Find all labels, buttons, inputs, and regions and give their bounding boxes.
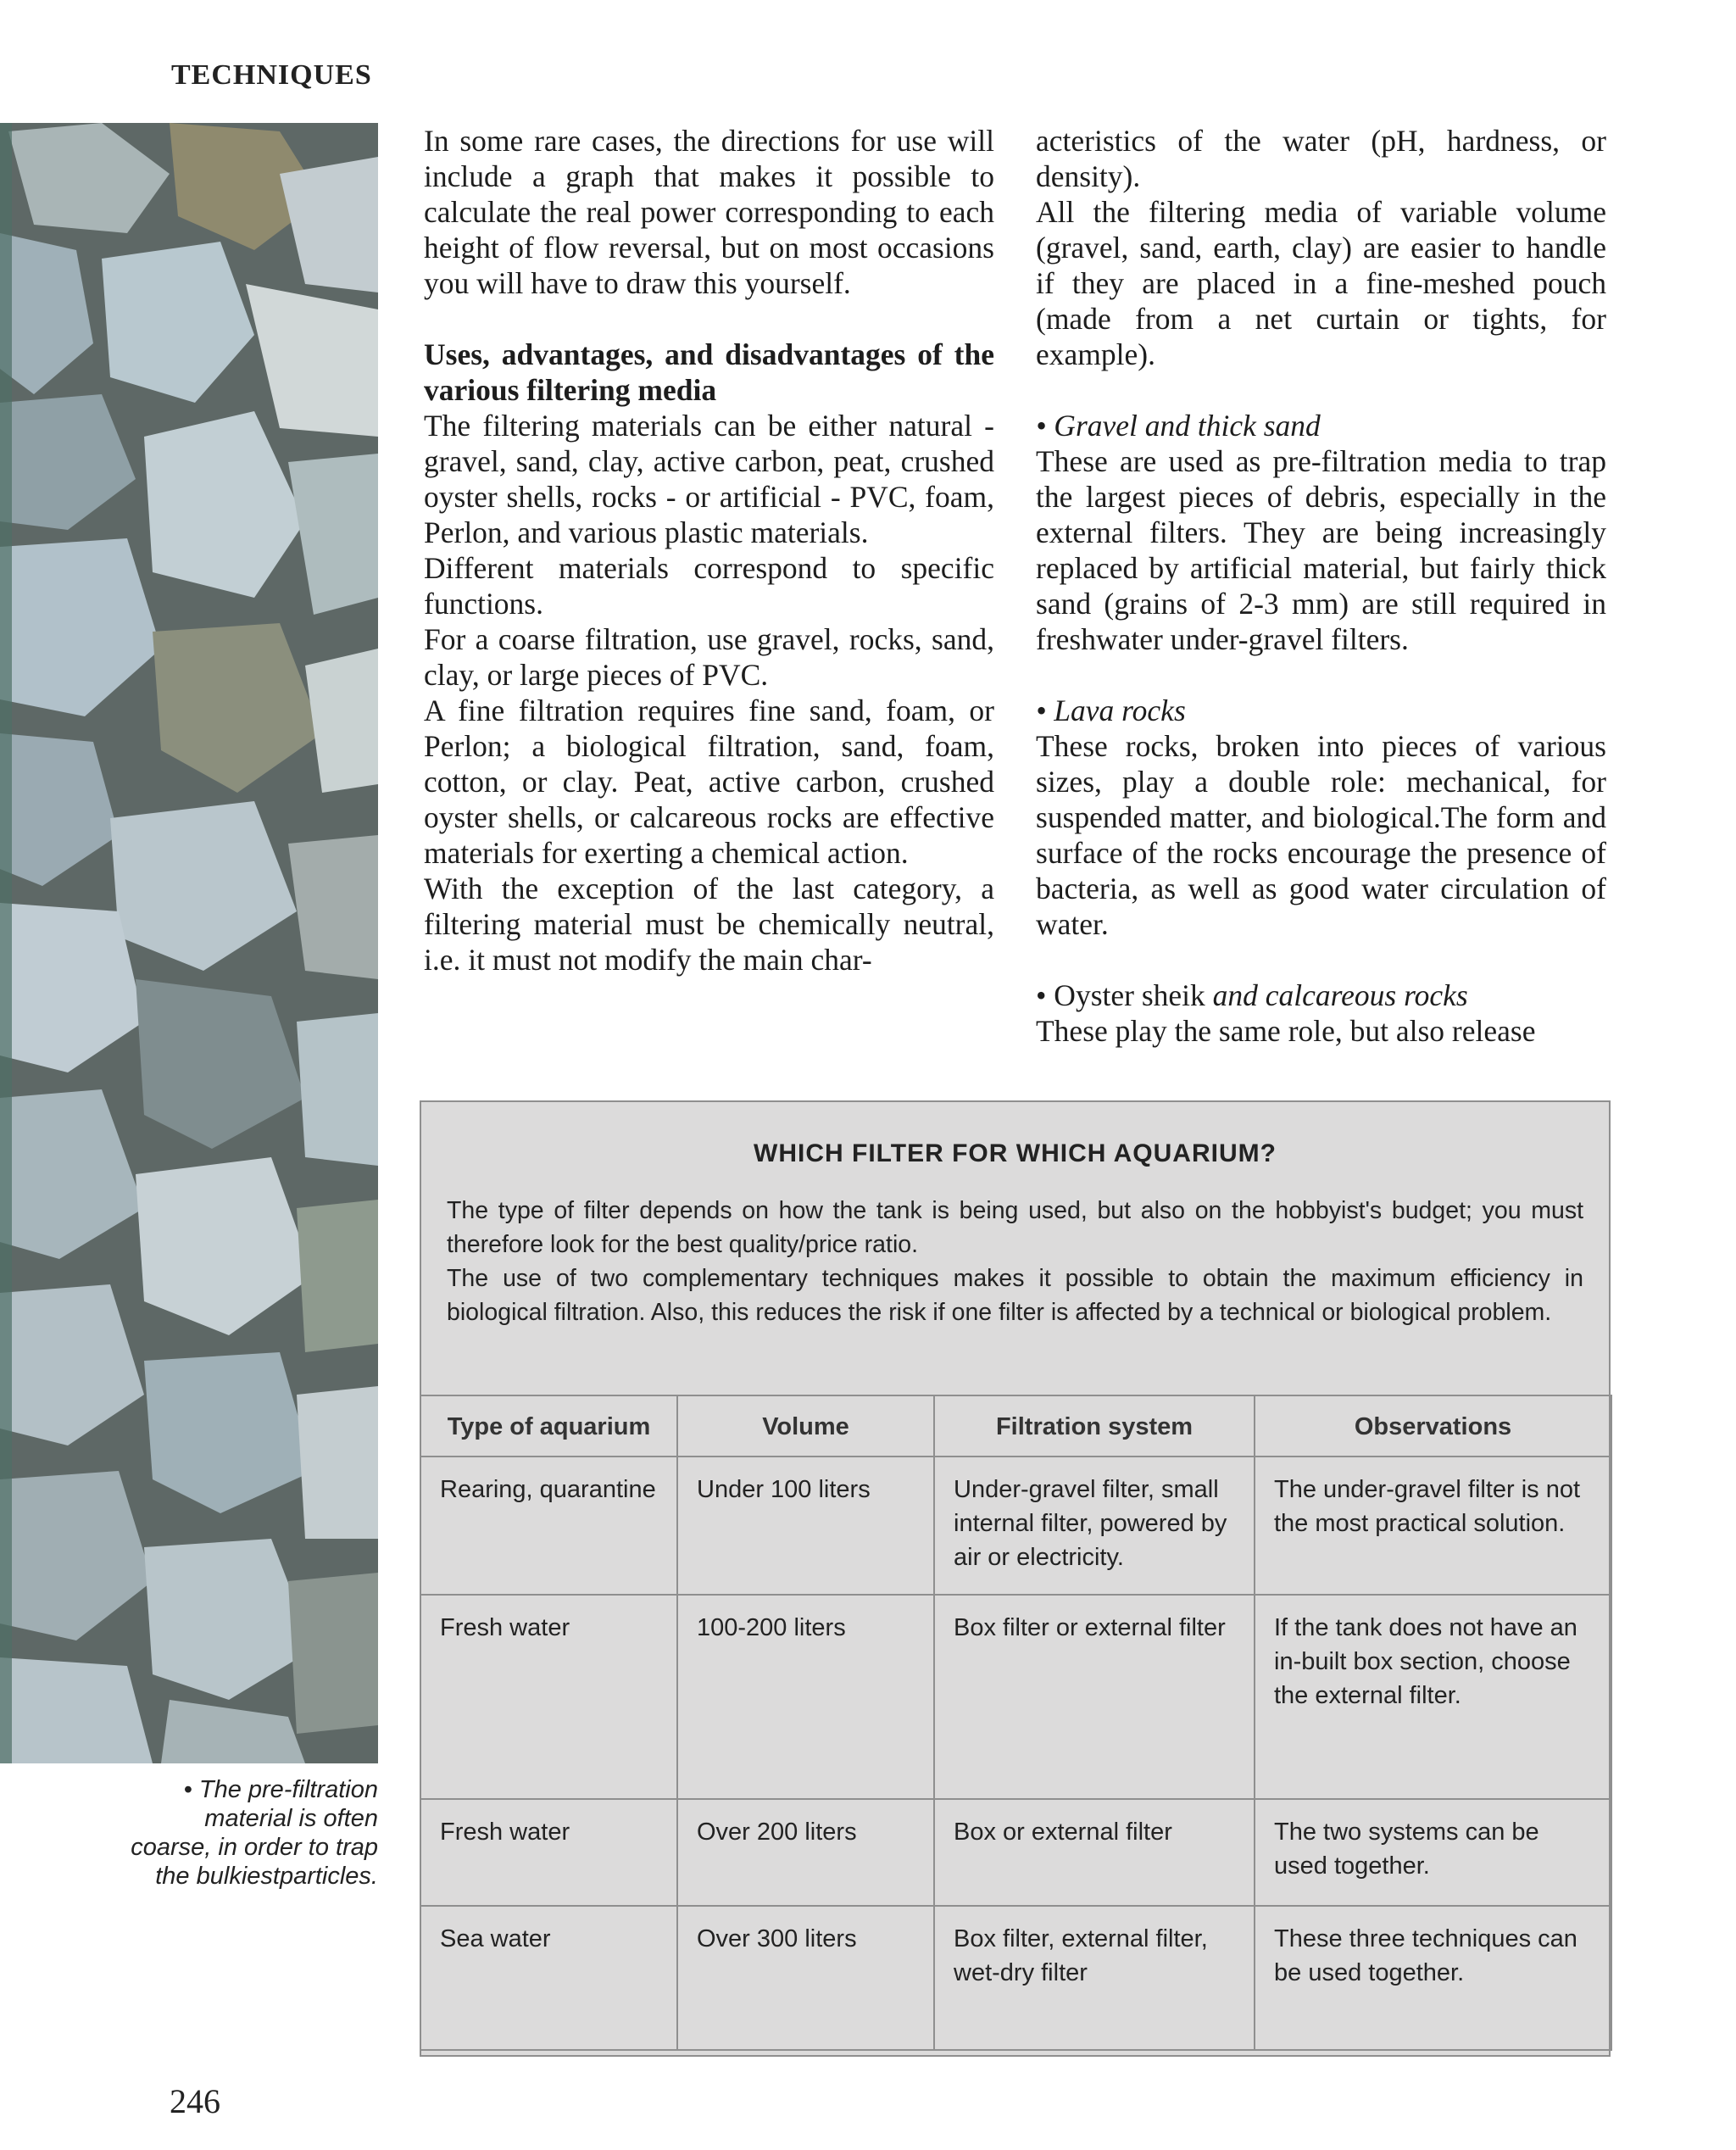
section-header: TECHNIQUES [171, 59, 372, 91]
table-row [420, 1595, 1611, 1799]
table-cell: Under 100 liters [677, 1457, 934, 1595]
subheading: Uses, advantages, and disadvantages of the various filtering media [424, 337, 994, 407]
bullet-heading [1036, 978, 1606, 1013]
paragraph: Different materials correspond to specific functions. [424, 551, 994, 621]
column-header: Type of aquarium [420, 1395, 677, 1457]
table-cell: Under-gravel filter, small internal filter, powered by air or electricity. [934, 1457, 1255, 1595]
bullet-heading-italic: and calcareous rocks [1212, 978, 1468, 1012]
table-cell: Box filter, external filter, wet-dry filter [934, 1906, 1255, 2050]
paragraph: With the exception of the last category, a filtering material must be chemically neutral, i.e. it must not modify the main char- [424, 872, 994, 977]
box-paragraph: The use of two complementary techniques makes it possible to obtain the maximum efficiency in biological filtration. Also, this reduces the risk if one filter is affected by a technical or biological problem. [447, 1265, 1583, 1326]
bullet-heading: • Gravel and thick sand [1036, 409, 1321, 443]
paragraph: These rocks, broken into pieces of various sizes, play a double role: mechanical, for suspended matter, and biological.The form and surface of the rocks encourage the presence of bacteria, as well as good water circulation of water. [1036, 729, 1606, 941]
page-number: 246 [170, 2082, 220, 2120]
table-row [420, 1906, 1611, 2050]
paragraph: In some rare cases, the directions for use will include a graph that makes it possible to calculate the real power corresponding to each height of flow reversal, but on most occasions you will have to draw this yourself. [424, 124, 994, 300]
table-cell: Rearing, quarantine [420, 1457, 677, 1595]
paragraph: These play the same role, but also release [1036, 1014, 1536, 1048]
table-row [420, 1799, 1611, 1906]
table-cell: 100-200 liters [677, 1595, 934, 1799]
column-header: Volume [677, 1395, 934, 1457]
left-column [424, 123, 994, 978]
table-header-row [420, 1395, 1611, 1457]
table-row [420, 1457, 1611, 1595]
column-header: Observations [1255, 1395, 1611, 1457]
table-cell: The under-gravel filter is not the most practical solution. [1255, 1457, 1611, 1595]
table-cell: The two systems can be used together. [1255, 1799, 1611, 1906]
table-cell: Sea water [420, 1906, 677, 2050]
table-cell: Fresh water [420, 1799, 677, 1906]
box-paragraph: The type of filter depends on how the tank is being used, but also on the hobbyist's budget; you must therefore look for the best quality/price ratio. [447, 1197, 1583, 1258]
box-text [447, 1194, 1583, 1329]
filter-info-box [420, 1100, 1611, 2057]
column-header: Filtration system [934, 1395, 1255, 1457]
rocks-photo [0, 123, 378, 1763]
photo-caption: • The pre-filtration material is often coarse, in order to trap the bulkiestparticles. [131, 1776, 378, 1890]
paragraph: acteristics of the water (pH, hardness, or density). [1036, 124, 1606, 193]
table-cell: Fresh water [420, 1595, 677, 1799]
paragraph: These are used as pre-filtration media to trap the largest pieces of debris, especially in the external filters. They are being increasingly replaced by artificial material, but fairly thick sand (grains of 2-3 mm) are still required in freshwater under-gravel filters. [1036, 444, 1606, 656]
paragraph: The filtering materials can be either natural - gravel, sand, clay, active carbon, peat, crushed oyster shells, rocks - or artificial - PVC, foam, Perlon, and various plastic materials. [424, 409, 994, 549]
rocks-illustration [0, 123, 378, 1763]
filter-table [420, 1395, 1612, 2051]
paragraph: For a coarse filtration, use gravel, rocks, sand, clay, or large pieces of PVC. [424, 622, 994, 692]
paragraph: A fine filtration requires fine sand, foam, or Perlon; a biological filtration, sand, foam, cotton, or clay. Peat, active carbon, crushed oyster shells, or calcareous rocks are effective materials for exerting a chemical action. [424, 693, 994, 870]
paragraph: All the filtering media of variable volume (gravel, sand, earth, clay) are easier to handle if they are placed in a fine-meshed pouch (made from a net curtain or tights, for example). [1036, 195, 1606, 371]
table-cell: Box filter or external filter [934, 1595, 1255, 1799]
table-cell: Over 300 liters [677, 1906, 934, 2050]
bullet-heading: • Lava rocks [1036, 693, 1186, 727]
box-title: WHICH FILTER FOR WHICH AQUARIUM? [754, 1139, 1277, 1167]
bullet-heading-plain: • Oyster sheik [1036, 978, 1205, 1012]
right-column [1036, 123, 1606, 1049]
table-cell: If the tank does not have an in-built box section, choose the external filter. [1255, 1595, 1611, 1799]
table-cell: Over 200 liters [677, 1799, 934, 1906]
table-cell: Box or external filter [934, 1799, 1255, 1906]
table-cell: These three techniques can be used together. [1255, 1906, 1611, 2050]
